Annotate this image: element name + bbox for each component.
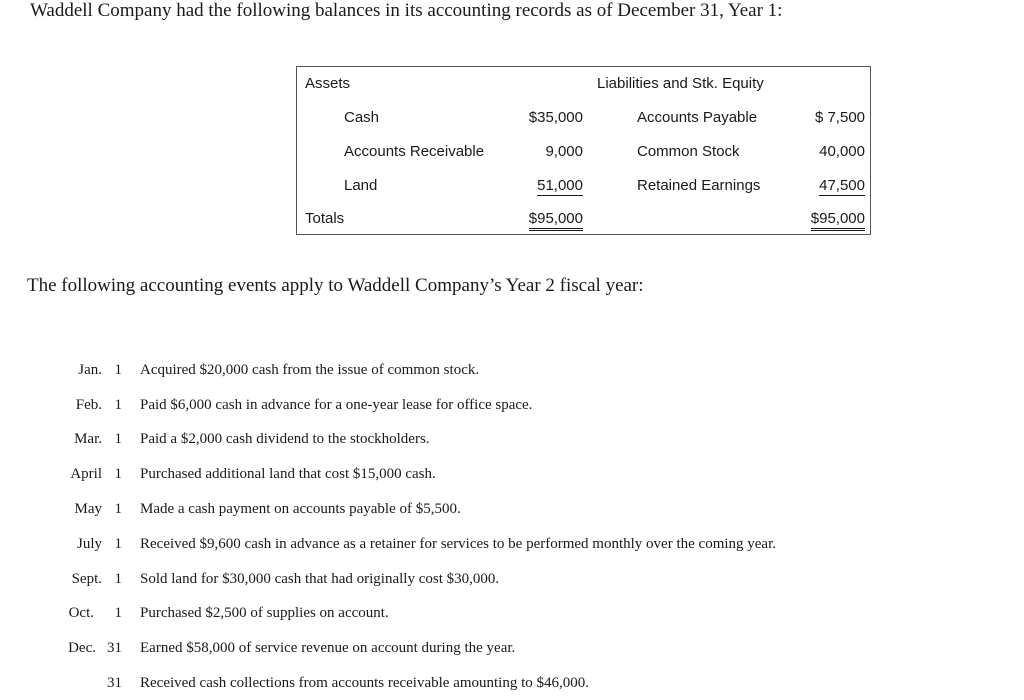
assets-total: $95,000 [529, 210, 583, 231]
event-row-feb [0, 396, 1024, 420]
event-description: Sold land for $30,000 cash that had originally cost $30,000. [140, 571, 500, 587]
liability-amount-accounts-payable: $ 7,500 [814, 109, 865, 126]
event-description: Received cash collections from accounts receivable amounting to $46,000. [140, 675, 590, 691]
event-month: Dec. [68, 640, 96, 656]
event-row-sept [0, 570, 1024, 594]
liability-label-common-stock: Common Stock [637, 143, 740, 160]
assets-header: Assets [305, 75, 351, 92]
event-day: 1 [114, 605, 122, 621]
intro-text: Waddell Company had the following balances in its accounting records as of December 31, Year 1: [30, 0, 783, 21]
event-month: July [76, 536, 102, 552]
liabilities-header: Liabilities and Stk. Equity [597, 75, 764, 92]
asset-label-land: Land [344, 177, 378, 194]
asset-label-accounts-receivable: Accounts Receivable [344, 143, 485, 160]
event-day: 31 [107, 640, 122, 656]
event-row-april [0, 465, 1024, 489]
event-day: 1 [114, 536, 122, 552]
liability-amount-retained-earnings: 47,500 [819, 177, 865, 194]
event-description: Acquired $20,000 cash from the issue of common stock. [140, 362, 480, 378]
event-day: 1 [114, 466, 122, 482]
assets-total-cell [493, 210, 583, 228]
event-month: Oct. [68, 605, 94, 621]
liabilities-total-cell [775, 210, 865, 228]
event-month: Feb. [75, 397, 102, 413]
liability-amount-retained-earnings-cell [775, 177, 865, 195]
liability-label-accounts-payable: Accounts Payable [637, 109, 758, 126]
liability-label-retained-earnings: Retained Earnings [637, 177, 761, 194]
event-description: Paid $6,000 cash in advance for a one-year lease for office space. [140, 397, 533, 413]
event-description: Made a cash payment on accounts payable of $5,500. [140, 501, 461, 517]
event-description: Paid a $2,000 cash dividend to the stockholders. [140, 431, 430, 447]
event-day: 1 [114, 397, 122, 413]
event-month: Sept. [71, 571, 102, 587]
asset-amount-land: 51,000 [537, 177, 583, 194]
event-description: Earned $58,000 of service revenue on account during the year. [140, 640, 516, 656]
event-day: 31 [107, 675, 122, 691]
event-day: 1 [114, 571, 122, 587]
event-row-dec [0, 639, 1024, 663]
event-day: 1 [114, 362, 122, 378]
event-row-dec-31b [0, 674, 1024, 698]
liabilities-total: $95,000 [811, 210, 865, 231]
asset-amount-land-cell [493, 177, 583, 195]
event-month: April [70, 466, 102, 482]
balance-sheet-table [296, 66, 871, 235]
event-row-mar [0, 430, 1024, 454]
event-description: Purchased $2,500 of supplies on account. [140, 605, 389, 621]
event-row-jan [0, 361, 1024, 385]
asset-label-cash: Cash [344, 109, 380, 126]
asset-amount-cash: $35,000 [528, 109, 583, 126]
event-day: 1 [114, 431, 122, 447]
event-month: Mar. [74, 431, 102, 447]
event-month: May [74, 501, 102, 517]
events-heading: The following accounting events apply to Waddell Company’s Year 2 fiscal year: [27, 275, 644, 296]
asset-amount-accounts-receivable: 9,000 [545, 143, 583, 160]
event-description: Received $9,600 cash in advance as a retainer for services to be performed monthly over the coming year. [140, 536, 777, 552]
event-day: 1 [114, 501, 122, 517]
event-month: Jan. [78, 362, 102, 378]
totals-label: Totals [305, 210, 345, 227]
event-row-july [0, 535, 1024, 559]
event-description: Purchased additional land that cost $15,000 cash. [140, 466, 436, 482]
liability-amount-common-stock: 40,000 [819, 143, 865, 160]
event-row-oct [0, 604, 1024, 628]
event-row-may [0, 500, 1024, 524]
